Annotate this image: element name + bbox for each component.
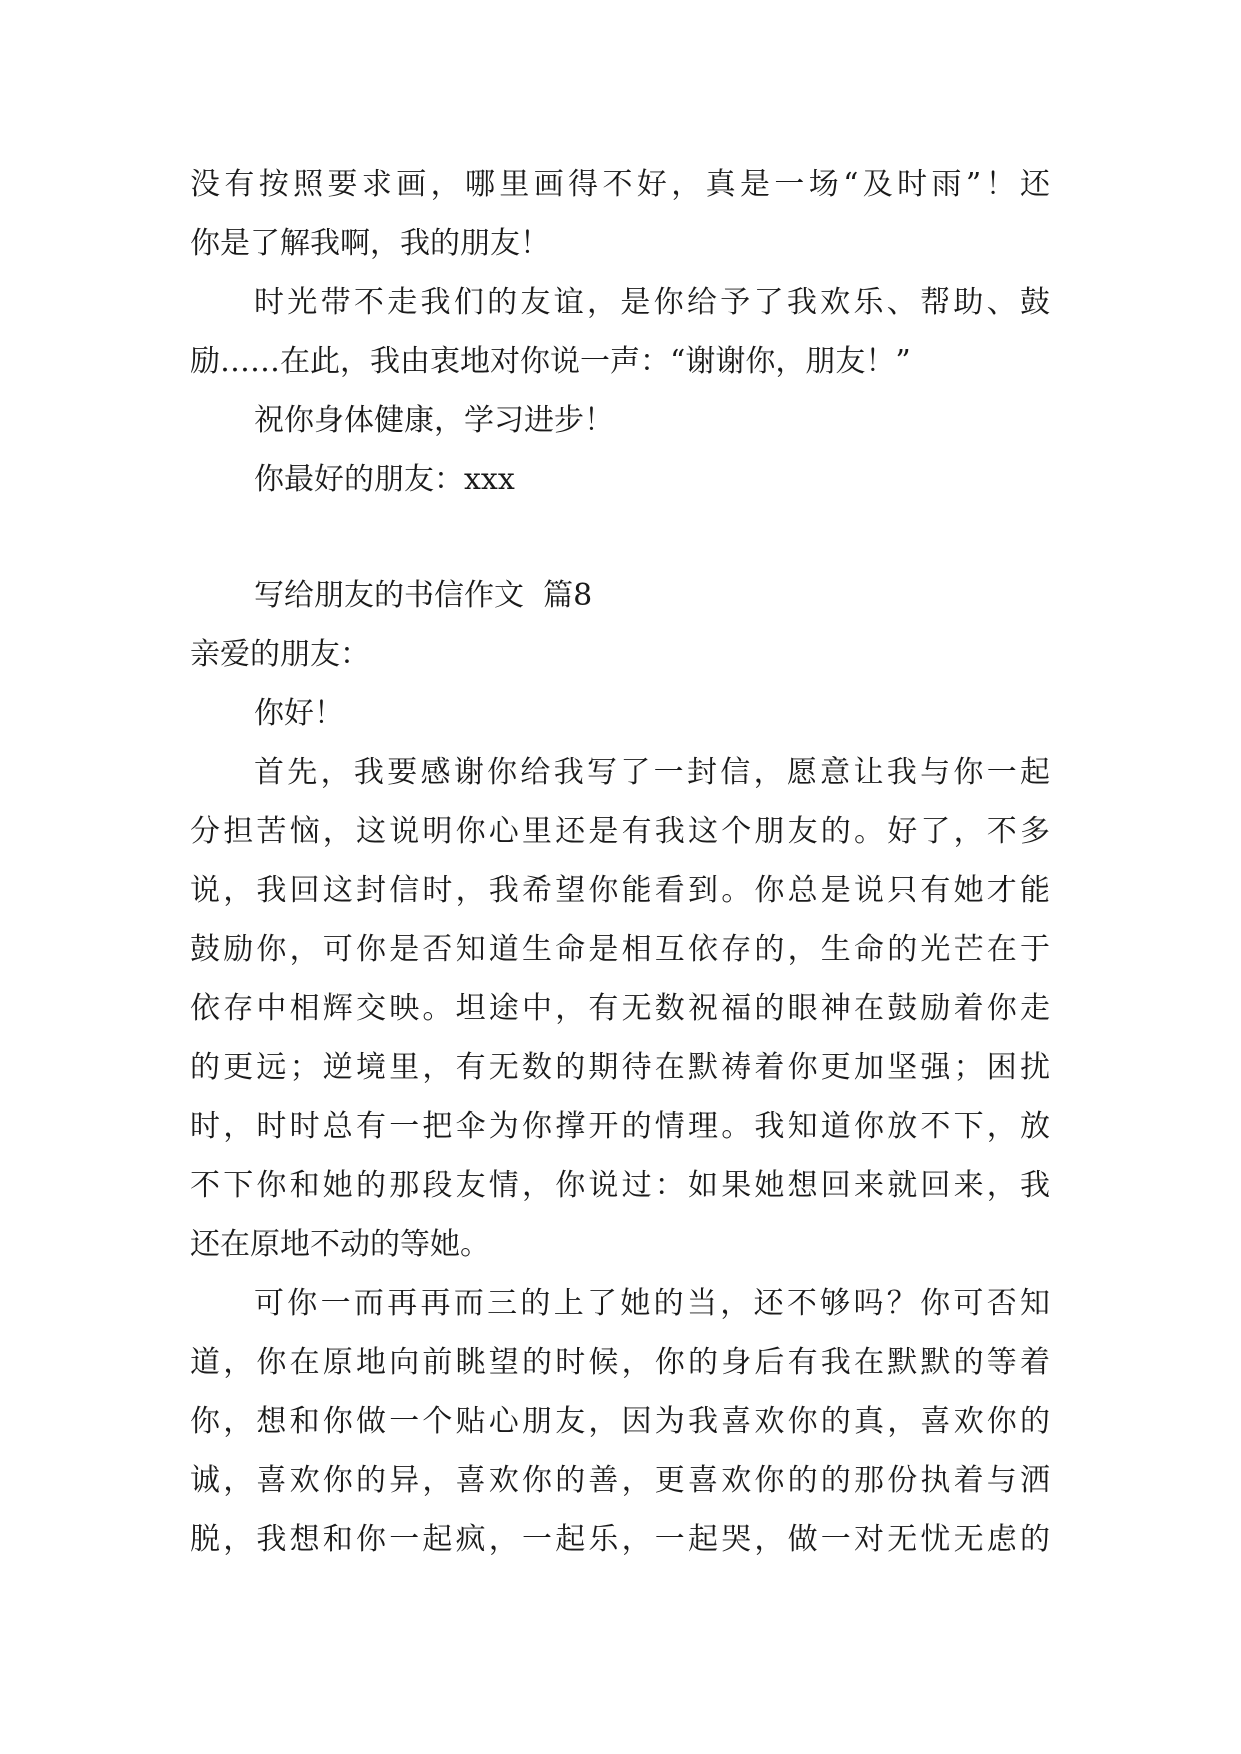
text-line: 的更远；逆境里，有无数的期待在默祷着你更加坚强；困扰: [190, 1050, 1050, 1085]
text-line: 说，我回这封信时，我希望你能看到。你总是说只有她才能: [190, 873, 1050, 908]
text-line: 励……在此，我由衷地对你说一声：“谢谢你，朋友！”: [190, 344, 911, 379]
text-line: 时光带不走我们的友谊，是你给予了我欢乐、帮助、鼓: [254, 285, 1050, 320]
text-line: 祝你身体健康，学习进步！: [254, 403, 614, 438]
text-line: 脱，我想和你一起疯，一起乐，一起哭，做一对无忧无虑的: [190, 1522, 1050, 1557]
greeting: 你好！: [254, 696, 344, 731]
text-line: 你，想和你做一个贴心朋友，因为我喜欢你的真，喜欢你的: [190, 1404, 1050, 1439]
text-line: 依存中相辉交映。坦途中，有无数祝福的眼神在鼓励着你走: [190, 991, 1050, 1026]
text-line: 鼓励你，可你是否知道生命是相互依存的，生命的光芒在于: [190, 932, 1050, 967]
text-line: 首先，我要感谢你给我写了一封信，愿意让我与你一起: [254, 755, 1050, 790]
section-heading: 写给朋友的书信作文 篇8: [254, 578, 593, 613]
signature-line: 你最好的朋友：xxx: [254, 462, 515, 497]
text-line: 分担苦恼，这说明你心里还是有我这个朋友的。好了，不多: [190, 814, 1050, 849]
salutation: 亲爱的朋友：: [190, 637, 370, 672]
text-line: 时，时时总有一把伞为你撑开的情理。我知道你放不下，放: [190, 1109, 1050, 1144]
text-line: 不下你和她的那段友情，你说过：如果她想回来就回来，我: [190, 1168, 1050, 1203]
text-line: 可你一而再再而三的上了她的当，还不够吗？你可否知: [254, 1286, 1050, 1321]
text-line: 你是了解我啊，我的朋友！: [190, 226, 550, 261]
text-line: 诚，喜欢你的异，喜欢你的善，更喜欢你的的那份执着与洒: [190, 1463, 1050, 1498]
text-line: 还在原地不动的等她。: [190, 1227, 490, 1262]
text-line: 道，你在原地向前眺望的时候，你的身后有我在默默的等着: [190, 1345, 1050, 1380]
text-line: 没有按照要求画，哪里画得不好，真是一场“及时雨”！还: [190, 167, 1050, 202]
